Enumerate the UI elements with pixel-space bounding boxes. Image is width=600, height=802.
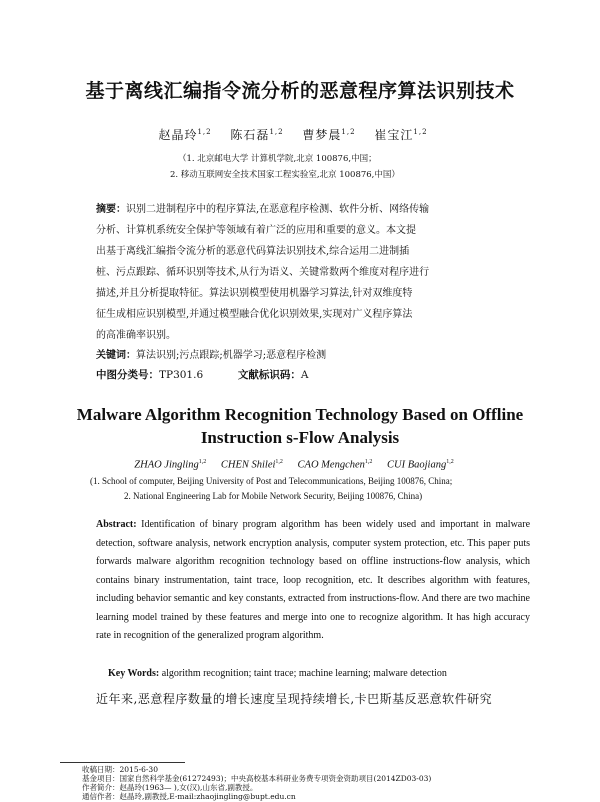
footnote-funding: 基金项目：国家自然科学基金(61272493)；中央高校基本科研业务费专项资金资助项目(2014ZD03-03) (82, 774, 432, 783)
english-title-line-1: Malware Algorithm Recognition Technology Based on Offline (76, 405, 524, 424)
abstract-line: 摘要：识别二进制程序中的程序算法,在恶意程序检测、软件分析、网络传输 (96, 204, 430, 215)
abstract-label: Abstract: (96, 519, 137, 530)
classification-line (96, 367, 308, 382)
abstract-line: 的高准确率识别。 (96, 330, 176, 341)
english-abstract (96, 516, 530, 646)
author-name: CUI Baojiang (387, 459, 447, 471)
body-text-line: 近年来,恶意程序数量的增长速度呈现持续增长,卡巴斯基反恶意软件研究 (96, 692, 493, 706)
chinese-affiliation-1: （1. 北京邮电大学 计算机学院,北京 100876,中国； (178, 154, 377, 164)
keywords-text: 算法识别;污点跟踪;机器学习;恶意程序检测 (136, 350, 327, 361)
chinese-title: 基于离线汇编指令流分析的恶意程序算法识别技术 (85, 80, 515, 102)
keywords-text: algorithm recognition; taint trace; machine learning; malware detection (161, 668, 447, 679)
author-name: CAO Mengchen (297, 459, 365, 471)
abstract-line: 桩、污点跟踪、循环识别等技术,从行为语义、关键常数两个维度对程序进行 (96, 267, 430, 278)
chinese-authors (0, 126, 600, 143)
keywords-label: Key Words: (108, 668, 160, 679)
english-affiliation-1: (1. School of computer, Beijing University of Post and Telecommunications, Beijing 100876, China; (90, 476, 453, 486)
doc-code-value: A (300, 369, 309, 381)
abstract-label: 摘要： (96, 204, 126, 215)
author-affiliation-mark: 1,2 (446, 459, 454, 465)
author-name: 赵晶玲 (158, 128, 198, 142)
author-name: ZHAO Jingling (134, 459, 199, 471)
footnote-corresponding: 通信作者：赵晶玲,副教授,E-mail:zhaojingling@bupt.edu.cn (82, 792, 296, 801)
abstract-line: 出基于离线汇编指令流分析的恶意代码算法识别技术,综合运用二进制插 (96, 246, 410, 257)
english-title-line-2: Instruction s-Flow Analysis (200, 428, 400, 447)
abstract-text: Identification of binary program algorithm has been widely used and important in malware detection, software analysis, network encryption analysis, computer system protection, etc. This paper puts forwards malware algorithm recognition technology based on offline instructions-flow analysis, which contains binary instrumentation, taint trace, loop recognition, etc. It describes algorithm with features, including behavior semantic and key constants, extracted from instructions-flow. And there are two machine learning model trained by these features and merge into one to recognize algorithm. It has high accuracy rate in recognition of the generalized program algorithm. (96, 519, 531, 641)
author-affiliation-mark: 1,2 (341, 128, 356, 136)
footnote-divider (60, 762, 185, 763)
clc-label: 中图分类号： (96, 369, 159, 381)
author-name: 陈石磊 (230, 128, 270, 142)
chinese-abstract (96, 199, 514, 346)
abstract-line: 描述,并且分析提取特征。算法识别模型使用机器学习算法,针对双维度特 (96, 288, 413, 299)
author-affiliation-mark: 1,2 (364, 459, 373, 465)
footnote-received-date: 收稿日期：2015-6-30 (82, 765, 158, 774)
author-affiliation-mark: 1,2 (275, 459, 283, 465)
author-affiliation-mark: 1,2 (197, 128, 212, 136)
english-authors (0, 459, 600, 471)
footnote-author-bio: 作者简介：赵晶玲(1963— ),女(汉),山东省,副教授。 (82, 783, 258, 792)
author-name: 崔宝江 (374, 128, 414, 142)
abstract-line: 征生成相应识别模型,并通过模型融合优化识别效果,实现对广义程序算法 (96, 309, 413, 320)
author-name: 曹梦晨 (302, 128, 342, 142)
chinese-keywords (96, 346, 326, 361)
doc-code-label: 文献标识码： (237, 369, 301, 381)
keywords-label: 关键词： (96, 350, 136, 361)
chinese-affiliation-2: 2. 移动互联网安全技术国家工程实验室,北京 100876,中国） (170, 170, 400, 180)
author-name: CHEN Shilei (220, 459, 276, 471)
author-affiliation-mark: 1,2 (413, 128, 428, 136)
author-affiliation-mark: 1,2 (198, 459, 207, 465)
english-affiliation-2: 2. National Engineering Lab for Mobile Network Security, Beijing 100876, China) (124, 491, 423, 501)
clc-value: TP301.6 (159, 369, 204, 381)
author-affiliation-mark: 1,2 (269, 128, 284, 136)
abstract-line: 分析、计算机系统安全保护等领域有着广泛的应用和重要的意义。本文提 (96, 225, 416, 236)
english-keywords (108, 668, 447, 679)
